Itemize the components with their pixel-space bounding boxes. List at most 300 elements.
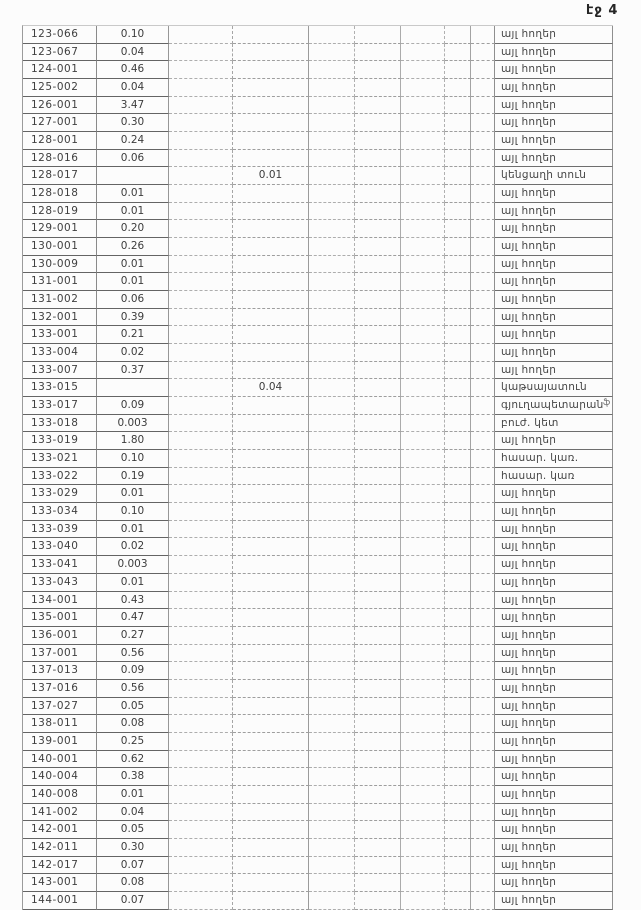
area-value: 0.09 [97,397,169,415]
empty-cell [169,326,233,344]
empty-cell [401,874,445,892]
empty-cell [445,839,471,857]
area-value-alt [233,751,309,769]
empty-cell [169,291,233,309]
land-use-label: բուժ. կետ [495,415,613,433]
empty-cell [355,44,401,62]
empty-cell [309,44,355,62]
empty-cell [401,715,445,733]
empty-cell [445,485,471,503]
empty-cell [169,256,233,274]
area-value-alt [233,344,309,362]
empty-cell [445,627,471,645]
empty-cell [309,592,355,610]
empty-cell [401,61,445,79]
empty-cell [471,556,495,574]
empty-cell [309,344,355,362]
empty-cell [471,839,495,857]
empty-cell [169,97,233,115]
empty-cell [355,645,401,663]
empty-cell [401,114,445,132]
empty-cell [169,485,233,503]
area-value: 0.62 [97,751,169,769]
empty-cell [169,362,233,380]
empty-cell [445,698,471,716]
empty-cell [355,538,401,556]
land-parcel-table [22,25,613,910]
area-value-alt [233,804,309,822]
empty-cell [355,291,401,309]
table-row [23,185,613,203]
empty-cell [401,432,445,450]
empty-cell [445,326,471,344]
empty-cell [169,379,233,397]
area-value-alt [233,79,309,97]
land-use-label: այլ հողեր [495,821,613,839]
empty-cell [445,167,471,185]
empty-cell [471,238,495,256]
table-row [23,485,613,503]
parcel-code: 130-009 [23,256,97,274]
empty-cell [471,874,495,892]
empty-cell [169,839,233,857]
parcel-code: 131-001 [23,273,97,291]
table-row [23,203,613,221]
parcel-code: 133-015 [23,379,97,397]
empty-cell [355,344,401,362]
land-use-label: այլ հողեր [495,291,613,309]
parcel-code: 133-029 [23,485,97,503]
land-use-label: այլ հողեր [495,26,613,44]
empty-cell [169,344,233,362]
table-row [23,273,613,291]
empty-cell [355,874,401,892]
empty-cell [355,768,401,786]
area-value: 0.003 [97,415,169,433]
empty-cell [355,662,401,680]
empty-cell [309,627,355,645]
land-use-label: այլ հողեր [495,715,613,733]
empty-cell [355,698,401,716]
parcel-code: 137-027 [23,698,97,716]
empty-cell [309,79,355,97]
empty-cell [471,592,495,610]
parcel-code: 133-022 [23,468,97,486]
empty-cell [309,203,355,221]
area-value-alt [233,538,309,556]
empty-cell [471,203,495,221]
empty-cell [355,804,401,822]
table-row [23,397,613,415]
area-value: 0.20 [97,220,169,238]
table-row [23,662,613,680]
table-row [23,680,613,698]
land-use-label: այլ հողեր [495,79,613,97]
empty-cell [471,538,495,556]
area-value-alt [233,521,309,539]
table-row [23,857,613,875]
area-value-alt [233,503,309,521]
area-value-alt [233,715,309,733]
empty-cell [309,645,355,663]
area-value-alt [233,203,309,221]
area-value: 0.10 [97,503,169,521]
area-value: 0.06 [97,291,169,309]
empty-cell [401,362,445,380]
empty-cell [471,309,495,327]
page-number-label: էջ 4 [586,3,619,18]
empty-cell [169,61,233,79]
area-value-alt [233,326,309,344]
empty-cell [355,61,401,79]
area-value: 0.04 [97,44,169,62]
area-value-alt: 0.01 [233,167,309,185]
area-value: 0.39 [97,309,169,327]
area-value-alt [233,185,309,203]
empty-cell [169,220,233,238]
empty-cell [401,185,445,203]
empty-cell [355,309,401,327]
empty-cell [401,291,445,309]
area-value-alt [233,680,309,698]
area-value: 0.01 [97,574,169,592]
empty-cell [401,821,445,839]
empty-cell [401,556,445,574]
empty-cell [309,804,355,822]
empty-cell [445,44,471,62]
area-value-alt [233,150,309,168]
table-row [23,574,613,592]
table-row [23,538,613,556]
empty-cell [169,645,233,663]
parcel-code: 133-040 [23,538,97,556]
empty-cell [309,397,355,415]
empty-cell [355,97,401,115]
empty-cell [401,256,445,274]
empty-cell [401,273,445,291]
parcel-code: 133-041 [23,556,97,574]
empty-cell [309,379,355,397]
table-row [23,79,613,97]
land-use-label: այլ հողեր [495,786,613,804]
table-row [23,26,613,44]
area-value-alt [233,645,309,663]
empty-cell [309,715,355,733]
table-row [23,892,613,910]
empty-cell [401,645,445,663]
empty-cell [355,397,401,415]
table-row [23,132,613,150]
empty-cell [401,450,445,468]
empty-cell [309,768,355,786]
table-row [23,627,613,645]
empty-cell [445,256,471,274]
area-value: 0.003 [97,556,169,574]
table-row [23,450,613,468]
area-value: 0.26 [97,238,169,256]
area-value: 0.27 [97,627,169,645]
land-use-label: այլ հողեր [495,733,613,751]
area-value-alt [233,220,309,238]
parcel-code: 128-017 [23,167,97,185]
land-use-label: այլ հողեր [495,662,613,680]
land-use-label: այլ հողեր [495,61,613,79]
table-row [23,874,613,892]
area-value: 0.30 [97,839,169,857]
parcel-code: 133-021 [23,450,97,468]
empty-cell [169,79,233,97]
empty-cell [471,326,495,344]
area-value-alt [233,768,309,786]
empty-cell [401,397,445,415]
empty-cell [471,751,495,769]
table-row [23,839,613,857]
empty-cell [471,715,495,733]
empty-cell [445,521,471,539]
area-value: 0.02 [97,538,169,556]
empty-cell [169,114,233,132]
table-row [23,698,613,716]
empty-cell [169,309,233,327]
empty-cell [471,291,495,309]
empty-cell [401,379,445,397]
empty-cell [401,309,445,327]
empty-cell [309,273,355,291]
table-row [23,362,613,380]
empty-cell [401,538,445,556]
empty-cell [401,521,445,539]
land-use-label: այլ հողեր [495,592,613,610]
table-row [23,61,613,79]
empty-cell [355,185,401,203]
empty-cell [169,662,233,680]
area-value-alt [233,857,309,875]
table-row [23,150,613,168]
empty-cell [471,892,495,910]
parcel-code: 144-001 [23,892,97,910]
empty-cell [401,238,445,256]
area-value: 0.25 [97,733,169,751]
table-row [23,751,613,769]
parcel-code: 128-016 [23,150,97,168]
area-value: 0.24 [97,132,169,150]
empty-cell [445,97,471,115]
empty-cell [169,733,233,751]
empty-cell [445,150,471,168]
empty-cell [401,768,445,786]
empty-cell [401,344,445,362]
land-use-label: այլ հողեր [495,362,613,380]
parcel-code: 137-001 [23,645,97,663]
parcel-code: 133-001 [23,326,97,344]
empty-cell [445,874,471,892]
empty-cell [401,627,445,645]
empty-cell [309,326,355,344]
empty-cell [401,167,445,185]
empty-cell [355,715,401,733]
table-row [23,238,613,256]
area-value: 0.56 [97,680,169,698]
area-value-alt [233,309,309,327]
table-row [23,645,613,663]
empty-cell [169,415,233,433]
empty-cell [355,450,401,468]
parcel-code: 130-001 [23,238,97,256]
empty-cell [401,326,445,344]
area-value-alt [233,256,309,274]
parcel-code: 133-004 [23,344,97,362]
area-value-alt [233,291,309,309]
empty-cell [445,220,471,238]
table-row [23,415,613,433]
empty-cell [401,857,445,875]
table-row [23,733,613,751]
area-value-alt [233,627,309,645]
land-use-label: կենցաղի տուն [495,167,613,185]
land-use-label: այլ հողեր [495,97,613,115]
table-row [23,220,613,238]
empty-cell [355,150,401,168]
area-value: 0.02 [97,344,169,362]
area-value-alt [233,698,309,716]
empty-cell [169,44,233,62]
empty-cell [471,44,495,62]
empty-cell [309,432,355,450]
empty-cell [169,804,233,822]
empty-cell [445,397,471,415]
empty-cell [355,627,401,645]
empty-cell [355,26,401,44]
area-value-alt [233,839,309,857]
land-use-label: այլ հողեր [495,874,613,892]
table-row [23,256,613,274]
area-value: 0.01 [97,203,169,221]
empty-cell [401,786,445,804]
area-value-alt [233,114,309,132]
parcel-code: 137-013 [23,662,97,680]
empty-cell [309,362,355,380]
parcel-code: 123-067 [23,44,97,62]
empty-cell [401,892,445,910]
empty-cell [471,521,495,539]
empty-cell [169,556,233,574]
empty-cell [309,609,355,627]
empty-cell [355,786,401,804]
empty-cell [445,592,471,610]
area-value: 0.06 [97,150,169,168]
land-use-label: այլ հողեր [495,538,613,556]
table-row [23,291,613,309]
land-use-label: այլ հողեր [495,751,613,769]
empty-cell [445,132,471,150]
empty-cell [309,132,355,150]
area-value-alt [233,132,309,150]
area-value-alt [233,450,309,468]
empty-cell [471,132,495,150]
empty-cell [445,291,471,309]
empty-cell [309,538,355,556]
empty-cell [309,167,355,185]
land-use-label: այլ հողեր [495,273,613,291]
empty-cell [355,326,401,344]
empty-cell [401,415,445,433]
empty-cell [309,556,355,574]
area-value-alt [233,26,309,44]
parcel-code: 139-001 [23,733,97,751]
empty-cell [355,609,401,627]
empty-cell [355,273,401,291]
empty-cell [471,97,495,115]
empty-cell [401,220,445,238]
empty-cell [401,503,445,521]
empty-cell [445,768,471,786]
empty-cell [401,680,445,698]
area-value: 0.08 [97,874,169,892]
empty-cell [309,786,355,804]
area-value: 0.43 [97,592,169,610]
empty-cell [401,698,445,716]
empty-cell [309,698,355,716]
land-use-label: այլ հողեր [495,220,613,238]
empty-cell [471,150,495,168]
empty-cell [471,768,495,786]
empty-cell [169,857,233,875]
empty-cell [309,892,355,910]
empty-cell [169,132,233,150]
area-value-alt [233,97,309,115]
land-use-label: այլ հողեր [495,485,613,503]
parcel-code: 137-016 [23,680,97,698]
empty-cell [309,256,355,274]
empty-cell [355,857,401,875]
empty-cell [169,715,233,733]
empty-cell [169,821,233,839]
table-row [23,97,613,115]
area-value-alt [233,273,309,291]
empty-cell [401,609,445,627]
empty-cell [169,503,233,521]
table-row [23,556,613,574]
empty-cell [471,415,495,433]
empty-cell [445,344,471,362]
parcel-code: 126-001 [23,97,97,115]
empty-cell [445,203,471,221]
parcel-code: 127-001 [23,114,97,132]
empty-cell [309,503,355,521]
parcel-code: 142-001 [23,821,97,839]
empty-cell [309,150,355,168]
table-row [23,804,613,822]
empty-cell [445,309,471,327]
empty-cell [355,680,401,698]
parcel-code: 133-007 [23,362,97,380]
empty-cell [355,733,401,751]
empty-cell [471,468,495,486]
empty-cell [401,804,445,822]
empty-cell [471,256,495,274]
parcel-code: 138-011 [23,715,97,733]
empty-cell [401,574,445,592]
table-row [23,592,613,610]
empty-cell [169,521,233,539]
empty-cell [445,273,471,291]
empty-cell [401,79,445,97]
empty-cell [471,645,495,663]
empty-cell [169,786,233,804]
empty-cell [309,821,355,839]
area-value: 0.01 [97,256,169,274]
table-row [23,114,613,132]
